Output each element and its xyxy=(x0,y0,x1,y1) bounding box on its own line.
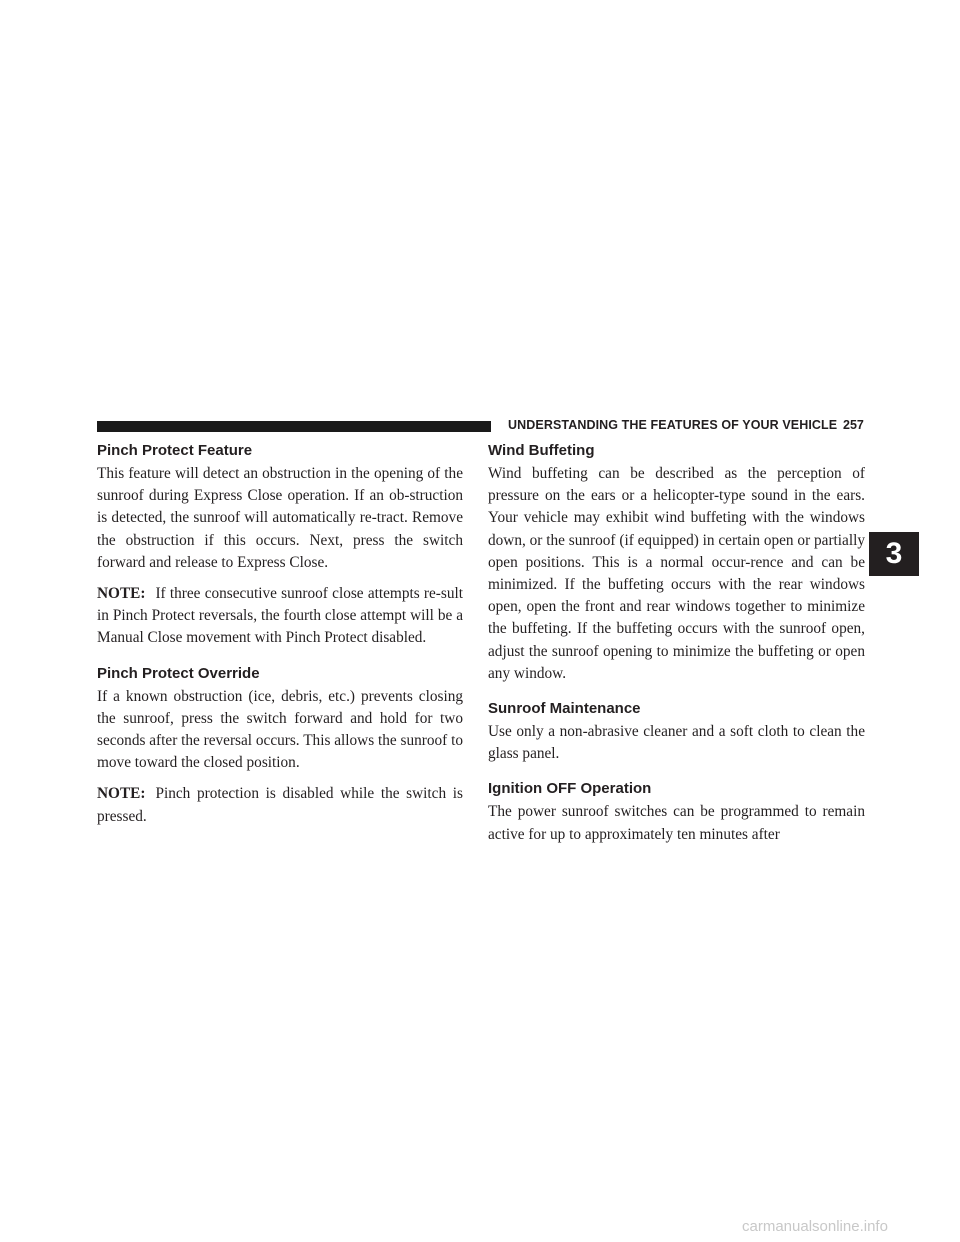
watermark: carmanualsonline.info xyxy=(742,1218,888,1235)
chapter-tab: 3 xyxy=(869,532,919,576)
note-label: NOTE: xyxy=(97,585,146,603)
note-text: If three consecutive sunroof close attempts re-sult in Pinch Protect reversals, the fourth close attempt will be a Manual Close movement with Pinch Protect disabled. xyxy=(97,585,463,647)
note-pinch-protect-override xyxy=(97,783,463,827)
header-rule xyxy=(97,421,491,432)
page-number: 257 xyxy=(843,418,864,432)
note-text: Pinch protection is disabled while the switch is pressed. xyxy=(97,785,463,825)
running-header: UNDERSTANDING THE FEATURES OF YOUR VEHICLE xyxy=(508,418,838,432)
section-heading-sunroof-maintenance: Sunroof Maintenance xyxy=(488,700,641,718)
section-heading-pinch-protect-override: Pinch Protect Override xyxy=(97,664,260,682)
note-pinch-protect-feature xyxy=(97,583,463,650)
paragraph-pinch-protect-feature: This feature will detect an obstruction in the opening of the sunroof during Express Close operation. If an ob-struction is detected, the sunroof will automatically re-tract. Remove the obstruction if this occurs. Next, press the switch forward and release to Express Close. xyxy=(97,465,463,571)
paragraph-pinch-protect-override: If a known obstruction (ice, debris, etc.) prevents closing the sunroof, press the switch forward and hold for two seconds after the reversal occurs. This allows the sunroof to move toward the closed position. xyxy=(97,687,463,772)
paragraph-sunroof-maintenance: Use only a non-abrasive cleaner and a soft cloth to clean the glass panel. xyxy=(488,723,865,763)
section-heading-wind-buffeting: Wind Buffeting xyxy=(488,442,595,459)
left-column xyxy=(97,441,463,837)
section-heading-ignition-off-operation: Ignition OFF Operation xyxy=(488,780,652,798)
right-column xyxy=(488,441,865,855)
paragraph-wind-buffeting: Wind buffeting can be described as the perception of pressure on the ears or a helicopter-type sound in the ears. Your vehicle may exhibit wind buffeting with the windows down, or the sunroof (if equipped) in certain open or partially open positions. This is a normal occur-rence and can be minimized. If the buffeting occurs with the rear windows open, open the front and rear windows together to minimize the buffeting. If the buffeting occurs with the sunroof open, adjust the sunroof opening to minimize the buffeting or open any window. xyxy=(488,465,865,682)
note-label: NOTE: xyxy=(97,785,146,803)
section-heading-pinch-protect-feature: Pinch Protect Feature xyxy=(97,442,253,459)
paragraph-ignition-off-operation: The power sunroof switches can be programmed to remain active for up to approximately ten minutes after xyxy=(488,803,865,843)
